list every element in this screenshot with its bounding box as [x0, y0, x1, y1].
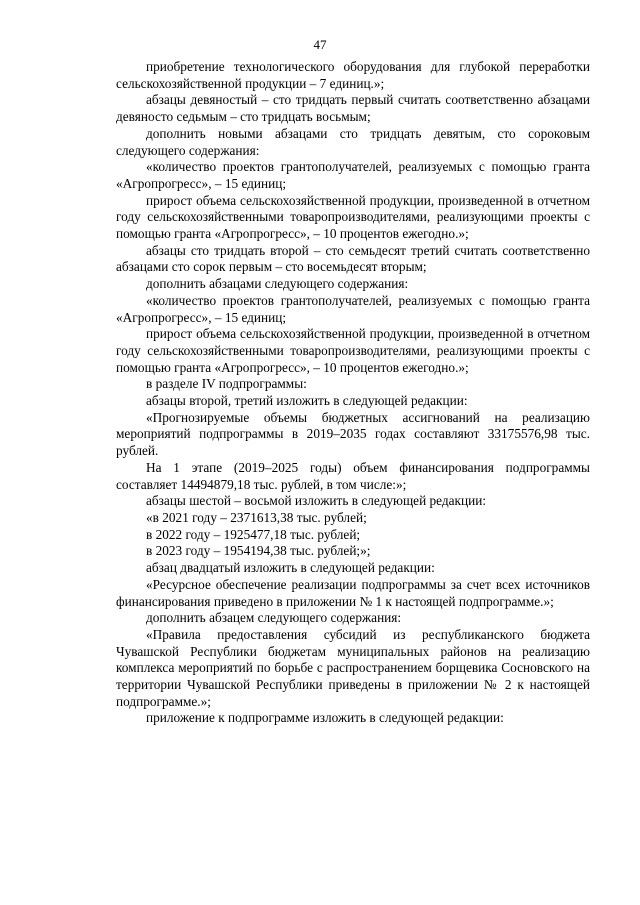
paragraph: в разделе IV подпрограммы:	[146, 376, 307, 392]
paragraph: приложение к подпрограмме изложить в следующей редакции:	[146, 710, 504, 726]
paragraph: На 1 этапе (2019–2025 годы) объем финансирования подпрограммы составляет 14494879,18 тыс. рублей, в том числе:»;	[116, 459, 590, 492]
paragraph: «Прогнозируемые объемы бюджетных ассигнований на реализацию мероприятий подпрограммы в 2019–2035 годах составляют 33175576,98 тыс. рублей.	[116, 409, 590, 459]
paragraph: абзацы девяностый – сто тридцать первый считать соответственно абзацами девяносто седьмым – сто тридцать восьмым;	[116, 92, 590, 125]
paragraph: абзацы второй, третий изложить в следующей редакции:	[146, 393, 468, 409]
paragraph: дополнить абзацами следующего содержания:	[146, 276, 409, 292]
paragraph: в 2023 году – 1954194,38 тыс. рублей;»;	[146, 543, 371, 559]
paragraph: прирост объема сельскохозяйственной продукции, произведенной в отчетном году сельскохозяйственными товаропроизводителями, реализующими проекты с помощью гранта «Агропрогресс», – 10 процентов ежегодно.»;	[116, 326, 590, 375]
paragraph: «Ресурсное обеспечение реализации подпрограммы за счет всех источников финансирования приведено в приложении № 1 к настоящей подпрограмме.»;	[116, 576, 590, 609]
page-number: 47	[313, 37, 327, 52]
paragraph: абзацы сто тридцать второй – сто семьдесят третий считать соответственно абзацами сто сорок первым – сто восемьдесят вторым;	[116, 242, 590, 275]
paragraph: «Правила предоставления субсидий из республиканского бюджета Чувашской Республики бюджетам муниципальных районов на реализацию комплекса мероприятий по борьбе с распространением борщевика Сосновского на территории Чувашской Республики приведены в приложении № 2 к настоящей подпрограмме.»;	[116, 626, 590, 709]
paragraph: дополнить абзацем следующего содержания:	[146, 610, 402, 626]
paragraph: абзац двадцатый изложить в следующей редакции:	[146, 560, 435, 576]
paragraph: дополнить новыми абзацами сто тридцать девятым, сто сороковым следующего содержания:	[116, 125, 590, 158]
paragraph: «количество проектов грантополучателей, реализуемых с помощью гранта «Агропрогресс», – 15 единиц;	[116, 292, 590, 325]
paragraph: абзацы шестой – восьмой изложить в следующей редакции:	[146, 493, 487, 509]
paragraph: прирост объема сельскохозяйственной продукции, произведенной в отчетном году сельскохозяйственными товаропроизводителями, реализующими проекты с помощью гранта «Агропрогресс», – 10 процентов ежегодно.»;	[116, 192, 590, 242]
paragraph: «в 2021 году – 2371613,38 тыс. рублей;	[146, 509, 367, 525]
document-body	[116, 59, 590, 727]
paragraph: приобретение технологического оборудования для глубокой переработки сельскохозяйственной продукции – 7 единиц.»;	[116, 59, 590, 91]
paragraph: «количество проектов грантополучателей, реализуемых с помощью гранта «Агропрогресс», – 15 единиц;	[116, 159, 590, 191]
paragraph: в 2022 году – 1925477,18 тыс. рублей;	[146, 526, 361, 542]
